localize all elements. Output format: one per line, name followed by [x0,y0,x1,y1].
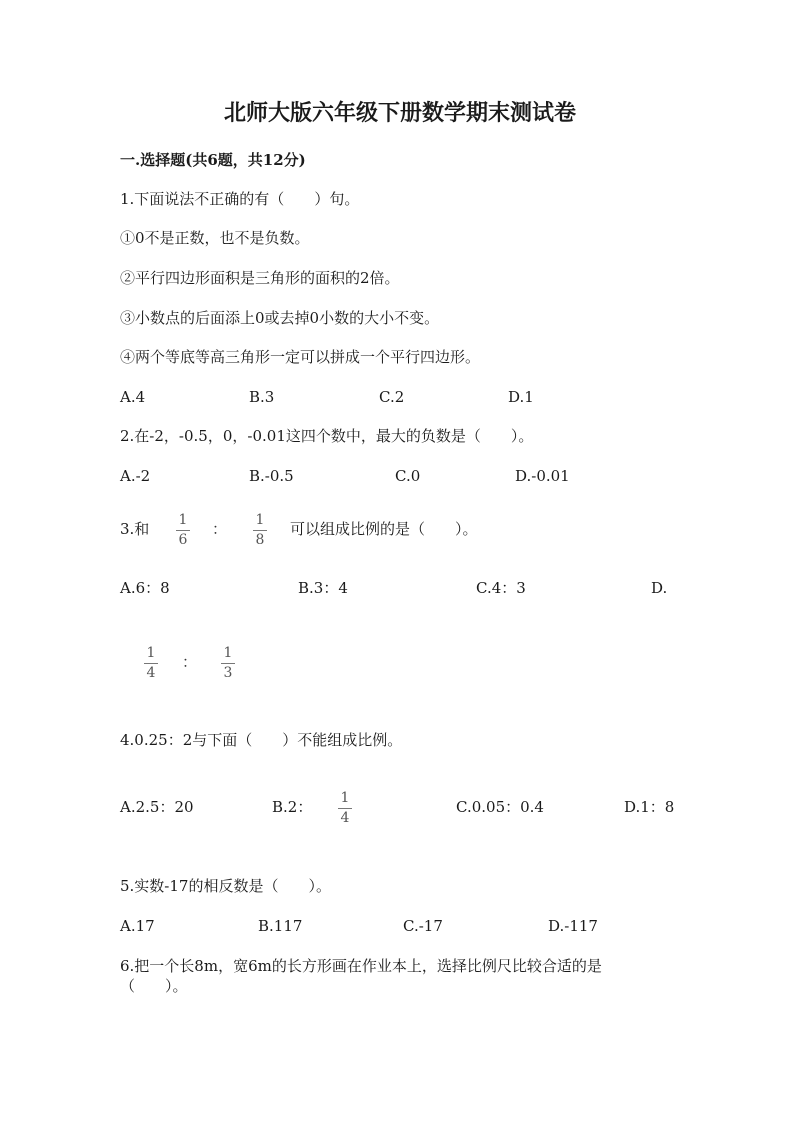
question-5-option-c[interactable]: C.-17 [403,917,443,935]
question-1-statement-1: ①0不是正数，也不是负数。 [120,229,310,247]
fraction-numerator: 1 [255,512,265,528]
question-3-fraction-2 [249,512,271,549]
fraction-bar [221,663,235,664]
question-1-statement-3: ③小数点的后面添上0或去掉0小数的大小不变。 [120,309,440,327]
question-3-option-d-colon: ： [182,653,198,671]
fraction-denominator: 4 [340,810,350,826]
question-2-option-d[interactable]: D.-0.01 [515,467,570,485]
question-4-option-a[interactable]: A.2.5：20 [120,798,194,816]
question-5-option-a[interactable]: A.17 [120,917,155,935]
question-2-option-a[interactable]: A.-2 [120,467,151,485]
question-5-option-b[interactable]: B.117 [258,917,303,935]
question-3-option-a[interactable]: A.6：8 [120,579,170,597]
question-4-option-b-fraction [334,790,356,827]
question-4-option-b[interactable]: B.2： [272,798,313,816]
fraction-numerator: 1 [178,512,188,528]
fraction-bar [176,530,190,531]
fraction-numerator: 1 [340,790,350,806]
question-3-option-d[interactable]: D. [651,579,668,597]
question-3-colon: ： [212,520,228,538]
fraction-numerator: 1 [146,645,156,661]
question-1-stem: 1.下面说法不正确的有（ ）句。 [120,190,360,208]
question-3-option-d-fraction-1 [140,645,162,682]
fraction-denominator: 3 [223,665,233,681]
fraction-denominator: 8 [255,532,265,548]
question-1-option-b[interactable]: B.3 [249,388,275,406]
fraction-bar [338,808,352,809]
question-5-option-d[interactable]: D.-117 [548,917,598,935]
question-4-option-d[interactable]: D.1：8 [624,798,675,816]
question-2-option-b[interactable]: B.-0.5 [249,467,294,485]
question-6-stem-line-2: （ ）。 [120,977,188,995]
fraction-bar [144,663,158,664]
section-heading: 一.选择题(共6题，共12分) [120,151,306,169]
question-3-option-b[interactable]: B.3：4 [298,579,348,597]
question-4-option-c[interactable]: C.0.05：0.4 [456,798,544,816]
fraction-bar [253,530,267,531]
fraction-denominator: 4 [146,665,156,681]
question-5-stem: 5.实数-17的相反数是（ ）。 [120,877,331,895]
question-3-suffix: 可以组成比例的是（ ）。 [290,520,478,538]
question-1-option-a[interactable]: A.4 [120,388,146,406]
question-1-option-d[interactable]: D.1 [508,388,534,406]
question-3-option-c[interactable]: C.4：3 [476,579,526,597]
fraction-numerator: 1 [223,645,233,661]
exam-title: 北师大版六年级下册数学期末测试卷 [223,100,576,126]
question-6-stem-line-1: 6.把一个长8m，宽6m的长方形画在作业本上，选择比例尺比较合适的是 [120,957,602,975]
question-2-stem: 2.在-2，-0.5，0，-0.01这四个数中，最大的负数是（ ）。 [120,427,534,445]
question-2-option-c[interactable]: C.0 [395,467,421,485]
question-1-option-c[interactable]: C.2 [379,388,405,406]
question-3-prefix: 3.和 [120,520,150,538]
question-4-stem: 4.0.25：2与下面（ ）不能组成比例。 [120,731,403,749]
fraction-denominator: 6 [178,532,188,548]
question-1-statement-2: ②平行四边形面积是三角形的面积的2倍。 [120,269,400,287]
question-3-fraction-1 [172,512,194,549]
question-1-statement-4: ④两个等底等高三角形一定可以拼成一个平行四边形。 [120,348,481,366]
question-3-option-d-fraction-2 [217,645,239,682]
